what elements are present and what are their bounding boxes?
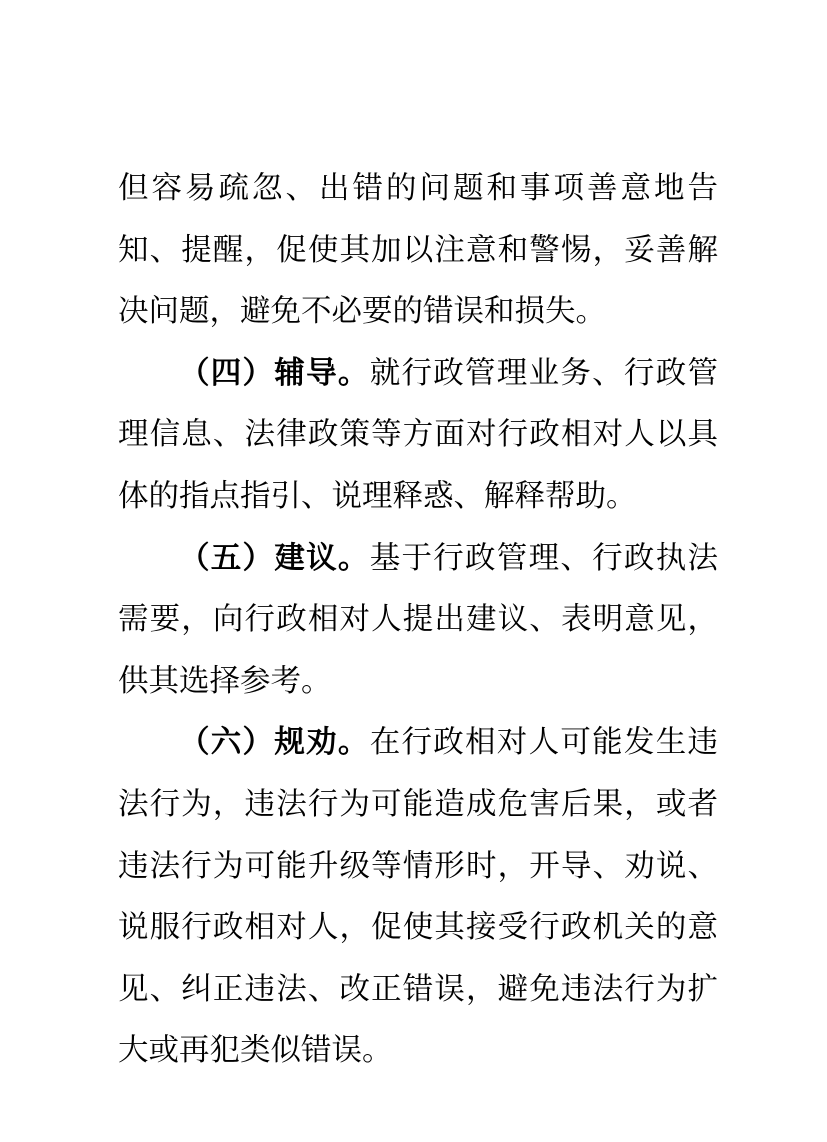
section-heading-jianyi: （五）建议。 — [179, 539, 370, 576]
paragraph-continuation — [118, 158, 718, 343]
section-heading-fudao: （四）辅导。 — [179, 354, 370, 391]
paragraph-guiquan — [118, 712, 718, 1082]
paragraph-fudao — [118, 343, 718, 528]
paragraph-body: 在行政相对人可能发生违法行为，违法行为可能造成危害后果，或者违法行为可能升级等情形时，开导、劝说、说服行政相对人，促使其接受行政机关的意见、纠正违法、改正错误，避免违法行为扩大或再犯类似错误。 — [118, 725, 718, 1069]
paragraph-body: 就行政管理业务、行政管理信息、法律政策等方面对行政相对人以具体的指点指引、说理释惑、解释帮助。 — [118, 355, 718, 514]
paragraph-jianyi — [118, 528, 718, 713]
document-body — [118, 158, 718, 1082]
paragraph-body: 基于行政管理、行政执法需要，向行政相对人提出建议、表明意见，供其选择参考。 — [118, 540, 718, 699]
section-heading-guiquan: （六）规劝。 — [179, 724, 370, 761]
paragraph-body: 但容易疏忽、出错的问题和事项善意地告知、提醒，促使其加以注意和警惕，妥善解决问题，避免不必要的错误和损失。 — [118, 171, 718, 330]
